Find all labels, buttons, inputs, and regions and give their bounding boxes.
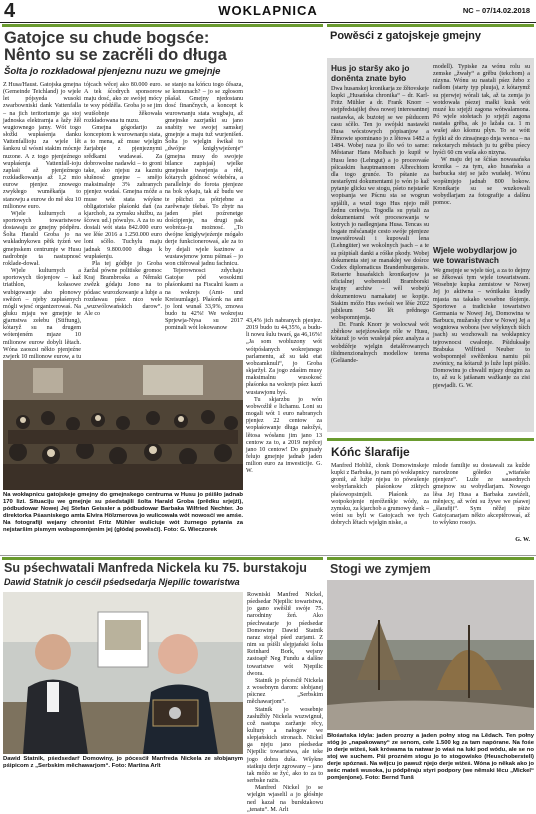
bottom-left-headline: Su pśechwatali Manfreda Nickela ku 75. burstakoju bbox=[4, 561, 307, 575]
konc-accent-bar bbox=[327, 438, 534, 441]
lead-photo bbox=[3, 360, 243, 490]
bottom-left-photo bbox=[3, 592, 243, 754]
lead-headline-line2: Nênto su se zacrěli do długa bbox=[4, 46, 227, 64]
konc-column-1 bbox=[331, 463, 429, 545]
section-title: WOKLAPNICA bbox=[218, 3, 318, 18]
bottom-left-text-column bbox=[247, 592, 323, 813]
paragraph: Z Husa/Haust. Gatojska gmejna (Gemeinde Teichland) jo wjele let pójsyeda wusoki zwarbowniski dank Vattenfalla – na jich teritoriumje ga stoj jadnoska elektrarnja a łažy žěł wugtownego jamy. Wót togo słožki wupłaśenja danku Vattenfallioju za wjele lět šankou ul wósni stakim mócnje nuzone. A z togo pjenjeźnego wupłaśenja Vattenfall-ioju zaplaśi až pjenjeźnego rozkładkowanja až 1,2 mio eurow pjenjez znowego zwykłego wuměkańja to stanowju a eurow do mě sku 10 milionow euro. bbox=[3, 82, 81, 210]
bottom-right-photo bbox=[327, 580, 534, 730]
lead-column-2 bbox=[84, 82, 162, 358]
lead-headline-block bbox=[4, 30, 322, 77]
section-divider bbox=[0, 555, 536, 556]
lead-column-3 bbox=[165, 82, 243, 358]
lead-subheadline: Šolta jo rozkładował pjenjeznu nuzu we gmejnje bbox=[4, 66, 221, 77]
award-photo-illustration bbox=[3, 592, 243, 754]
audience-photo-illustration bbox=[3, 360, 243, 490]
news-story2-headline: Wjele wobydlarjow jo we towaristwach bbox=[433, 245, 517, 265]
paragraph: Wjele kulturnych a sportowych tšojenjow – kaž triathlon, kołasowe wubigowanje abo płonowy swěźeń – njeby zapłaśenych mógli wjesć organizerowaś. Na głuku mjaju we gmejnje te gjarnstwa zełebu (Stiftung), kótaryž su na drugem wótenjeném mjaze 10 milionow eurow dobyli lětach. Wóna zaoszsi někto pjenjeźne zwjerk 10 milionow eurow, a tu bbox=[3, 268, 81, 360]
news-story1-column-1 bbox=[331, 86, 429, 428]
news-story1-column-2 bbox=[433, 64, 530, 214]
lead-headline-line1: Gatojce su chude bogsće: bbox=[4, 29, 210, 47]
konc-column-2 bbox=[433, 463, 530, 537]
lead-column-4 bbox=[246, 318, 322, 546]
paragraph: Manfred Nickel jo se wjelgin wjaselil a jo głósłnje ned kazał na bursktakowu „tenatu“. M. Arlt bbox=[247, 785, 323, 813]
paragraph: mlode familije su dostawali za kužde narodzone gółetko „witańske pjenjeze“. Luže ze sausednych gmejnow su wobydlarjam. Nowego lěsa Jej Husa a Barbaka zawiźeli, měnjecy, až wóni su žywe we pśawej „šlarafiji“. Sym něžej pśiże Gatojcanarjam někto akceptěrowaś, až to wšykno rosojo. bbox=[433, 463, 530, 527]
bottom-left-photo-caption: Dawid Statnik, pśedsedarř Domowiny, jo pócesćił Manfreda Nickela ze słobjanym pśipicom z „Serbskim měchawarjom“. Foto: Martina Arlt bbox=[3, 756, 243, 769]
news-story2-column bbox=[433, 268, 530, 430]
bottom-left-accent-bar bbox=[2, 557, 323, 560]
lead-accent-bar bbox=[2, 24, 323, 27]
paragraph: Dwa husanskej kronikarja ze žětovskeje kupki „Husańska chronika“ – dr. Karl-Fritz Mühler a dr. Frank Knorr – stejpředstajiłej dwa nowej interesantnej nastawka, ak bużotej se we pśiducem casu sćělo. Ten jo swójski nastawki Husa wócstowych pópisanjow a žěmowie spominano jo z lětowa 1482 a 1484. Wobej raza jo šlo wó to same: Městanar Hans Molbach jo kupił w Husu leno (Lehngut) a jo proceovaśe pśicaskim hauptmannom Albrechtom dla togo grunće. To pśtanie za nestaršymi dokumentami jo wón jo kaž pytanje glicku we stogu, pśeto nejstarše wopisanja we Pścnu sta se wogrun spjálili, a wuzł togo Hus njejo měł žednu cerkwju. Togodla su pytali za dokumentami wót procesowanja w kotrych jo nadlegnjana Husa. Tencas su bogate měsćanatje cesto swóje pjenjeze inwestěrowali i kupowali lena (Lehngüter) we wokolnych jsach – a te su pśipiśali danki a róške pkody. Wobej dokumenta stej se manakłej we dośrce Codex diplomaticus Brandenburgensis. Reiserte husańskich kronikarjow ja oficialnej wobenstell Bramborski krajny archiw – wěl wobejú dokumentowu namakatej se kopije. Stakim móžo Hus swósśi we lěśe 2022 jubileum 540 lět prědnego wobspomnjenja. bbox=[331, 86, 429, 321]
news-box-title: Powěsći z gatojskeje gmejny bbox=[330, 30, 482, 42]
paragraph: W maju dej se šćiśas nowasańska kronika – za tym, ako husańska a barbucka stej se jažo wudałej. Wónu wopśimjejo jadnab 800 bokow. Kronikarje su se wuzkowali wobydlarjam za fotografije a dalšnu pomoc. bbox=[433, 157, 530, 206]
page-header bbox=[0, 0, 536, 23]
paragraph: Statnik jo pócesćił Nickela z wosebnym darom: słobjanej pśicnez „Serbskim měchawarjom“. bbox=[247, 677, 323, 706]
paragraph: modell). Typiske za wónu rolu su zemske „žwały“ a grěbu (tekchom) a nizyna. Wónu su nastali pśez žebo z radlom (starty typ pluuja), z kótarymž su pjerwjej wórali tak, až ta zemja jo wotdowała pśezej małki kusk wót muzé ku srjejźi zagona wótwalamona. Pó wjele stołetach jo srjejźi zagona nastała grěba, ak jo lažała ca. 1 m wušej ako kšomu plyn. To se wótt fyjiki až do zinsajnego dnja wenca – na nekotarych městach ju tu grěbu pśecy hyśći 60 cm wuša ako nizyna. bbox=[433, 64, 530, 156]
lead-column-1 bbox=[3, 82, 81, 358]
paragraph: We gmejnje se wjele tśoj, a za to dejmy se žěkowaś tym wjele towaristwam. Wosebnje kupka zemistow w Nowej Jej jo aktiwna – wónikaku kradły mjasta na takako wosebne tšojenje. Sportowe a tradiciske towaristwo Germania w Nowej Jej, Domowina w Barbucu, mužarsky chor w Nowej Jej a wogniowa wobora (we wšyknych tśich jsach) su wozhowali na wokłapnicy tejrownocsi cwałonje. Pśiduksałje Brabuka Wilfried Neuber to wobspomnjeł swěženksu namiu pśi zwónicy, na kótaruž jo luže lupi pśišło. Domowinu jo chwalil mjazy drugim za to, až su k jatšanam wažkanje za zisi pjewjadli. G. W. bbox=[433, 268, 530, 389]
page-number: 4 bbox=[4, 0, 16, 22]
bottom-left-subheadline: Dawid Statnik jo cesćił pśedsedarja Njepilic towaristwa bbox=[4, 577, 240, 587]
paragraph: se stanjo na kóńcu togo ćěsaza, se komunach? – jo se zgłosom pšašał. Gmejny njedostanu dosć finančnych, a koncept k wurownanju stata wugbaju, až gmejnske zazrjańki su jano snabity we swojej samskej gmejnje a maju tuž wurjenišeń. Šolta jo wjelgin šwikał to „dwójne knigływjeźenje“ (gmejna musy do swojeje bilance zapisjaś) wjelke gmejnske twarjenja a rěd, kótarych gódnosć wótebéra, a parallelnje do forota pjenjeze na bok sykaju, tak až budu we te pšicbzi za pótrjebne a zarěwnaje tšebaś. To zbytr na jaden pšet poźrenetge dościpjenje, na drugi pak wobréza-ju możnosć. „To dwójne knigływjeźenje mógało derje funkcionerowaś, ale za to by dejali wjele kazinow a wustawjenow jomu pśimaś – jo won citěrował jadnu fachnicu. bbox=[165, 82, 243, 267]
news-story1-headline: Hus jo staršy ako jo doněnta znate było bbox=[331, 63, 410, 83]
lead-photo-caption: Na wokłapnicu gatojskeje gmejny do gmejnskego centruma w Husu jo pśišło jadnab 170 lizi. Situaciju we gmejnje su pśedstajili šolta Harald Groba (prědku srjejźi), pódbudowar Nowej Jej Stefan Geissler a pódbudowar Barbaka Wilfried Nechter. Jo direktorka Pśasniskego amta Elvira Hölzmerova jo wulicowała wót nowosćí we amśe. Na fotografiji wejany chronist Fritz Mühler wuliciuje wót žurnego pytania za nejstaršim pismym wobspomnjenim jej (głódaj powěsći). Foto: G. Wieczorek bbox=[3, 492, 243, 533]
paragraph: Pla tej gódbje jo Groba žaržal pówne politiske gromoc Kraj Brambroska a Němski zwězk gódaju Jono na to pódasc wurozkowanje a lubje a rozdawau pśez nico wele „wuzwólowańskich darow“. Ale co bbox=[84, 260, 162, 317]
paragraph: Rowniski Manfred Nickel, pśedsedar Njepilic towaristwa, jo gano swěślił swóje 75. narodniny žeń. Ako pśechwatarje jo pśedsedar Domowiny Dawid Statnik naraz stojał pśed zurjami. Z nim su pśišli slejpjański šolta Reinhard Bork, wejsny zastoapř Neg Fundu a dalšne towaristwe wót Njepilic dwora. bbox=[247, 592, 323, 677]
bottom-right-accent-bar bbox=[327, 557, 534, 560]
paragraph: tójcach wěcej ako 80.000 euro. A tek śćodrych sponsorow maju dosć, ako ze swójej mócy te wsy pódźěla. Groba jo se jim wutšobnje žěkowała rozkładowana tu nuzu. bbox=[84, 82, 162, 124]
paragraph: 43,4% jich nabranych pjenjez. 2019 budo tu 44,35%, a budu-li nowu šulu twarś, ga 46,16%! „Ja som wobluzony wót wótpósłanych wokrejsnego parlamentu, až su taki etat wobzamknuli“, jo Groba skjaržył. Za jogo zdaśim musy maksimalnu wusokosć płaśonka na wokrejs pśez kazń wustawjonu byś. bbox=[246, 318, 322, 396]
konc-title: Kóńc šlarafije bbox=[331, 445, 410, 459]
paragraph: Dr. Frank Knorr je wolocwał wót zběrkow sejejźowskeje róle w Husu, kótaraž jo wón wusłejał pśez analyza a wobdźěrje wjelgin detalěrowanych tšidmenzionalnych modellow terena (Geläande- bbox=[331, 322, 429, 364]
issue-date: NC – 07/14.02.2018 bbox=[462, 6, 530, 15]
bottom-right-photo-caption: Błośańska idyla: jaden prozny a jaden połny stog na Lědach. Ten połny stóg jo „napakowany“ ze senom, cełe 1.500 kg za tam napórane. Na fośe jo derje wiźeś, kak krówama ta natwar jo wiaś na luki pod wódu, ale se no stoj we suchem. Pśi prozném stogu jo to stogowisko (Heuschoberstell) derje spóznaś. Na wějcu jo pawuž njejo derje wiźeś. Wóna jo někak ako jo seśc mateš wusoka, ju pódpěraju styri podpory (we němski lěcu „Mickel“ pomjenjone). Foto: Bernd Tunš bbox=[327, 733, 534, 781]
konc-signature: G. W. bbox=[515, 537, 530, 543]
paragraph: Statnik jo wosebnje zasłužbly Nickela wuzwignuł, což nastupa zaržanje rěcy, kultury a nałogow we slepjańskich stronach. Nickel ga njeju jano pśedsedar Njepilic towaristwa, ale teke jogo dobra duša. Wšykne statkuju derje zgrowany – jano tak móžo se žyć, ako to za to serbske rażis. bbox=[247, 706, 323, 785]
paragraph: Tejerownosci zdychaju Gatojse pód wosokimi płaśonkami na Fiscalni kasm a na wokrejs (Amt- und Kreisumlage). Płaśonk na amt jo loni wunaš 33,9%, zmowa budo tu 42%! We wokrejsu Sprjewja-Nysa su 2017 pominali wót lokowanow bbox=[165, 268, 243, 332]
haystack-photo-illustration bbox=[327, 580, 534, 730]
paragraph: Wjele kulturnych a sportowych towaristwow dostawaju ze gmejny pódpěru. Šolta Harald Groba jo na wukładnykowu pětk tyźeń we gmejnskem centrumje w Husu nadrobnje ta nastupnosć roklade-dował. bbox=[3, 210, 81, 267]
paragraph: Gmejna gógodarijo za konceptom k wurownanju stata, a to mena, až muse wjelgin žarjabnje z pjenjeznymi srědkami wudawaś. Za dobrowolne nadawki – to groni take, ako njejsu za kazniu słušnosć gmejne – smějo maksimalnje 3% zahranych pjenjez wudaś. Gmejna móže a muse wót stata wśykne obligatoriske płaśonki dań (za kjarchob, za zymsku słužbu, za šćowu ud.) pówulys. A za to su dostali wót stata 842.000 euro we lěśe 2016 a 1.250.000 euro loni sćělo. Tuchylu maju jadnak 9.800.000 długa k wupłaśenju. bbox=[84, 124, 162, 260]
paragraph: Manfred Hobliž, cłonk Domowinskeje kupki z Barbuka, jo nam pó wokłapnicy gronił, až lužje njejsu to pówušenje wobyrlanskich płaśonkow ziktych płaśowopsimjeli. Płaśonk za wotpokojenje njeréžeńkje wódy, za zymsku, za kjarchob a grumowy dank – wóni su byli w Gatojcach we tych dobrych lětach wjelgin niske, a bbox=[331, 463, 429, 527]
news-box-accent-bar bbox=[327, 24, 534, 27]
paragraph: Tu skjarzbu jo wón wobwoźlił e lichamu. Loni su mogali wót 1 euro nabranych pjenjez 22 centow za wopłaśowanje długa nałožyś, lětosa wósłanu jim jano 13 centow za to, a 2019 nejrěcej jano 10 centow! Do gmjnady felujo gmejnje jadnab jaden milion euro za inwesticije. G. W. bbox=[246, 396, 322, 475]
bottom-right-headline: Stogi we zymjem bbox=[330, 562, 431, 576]
